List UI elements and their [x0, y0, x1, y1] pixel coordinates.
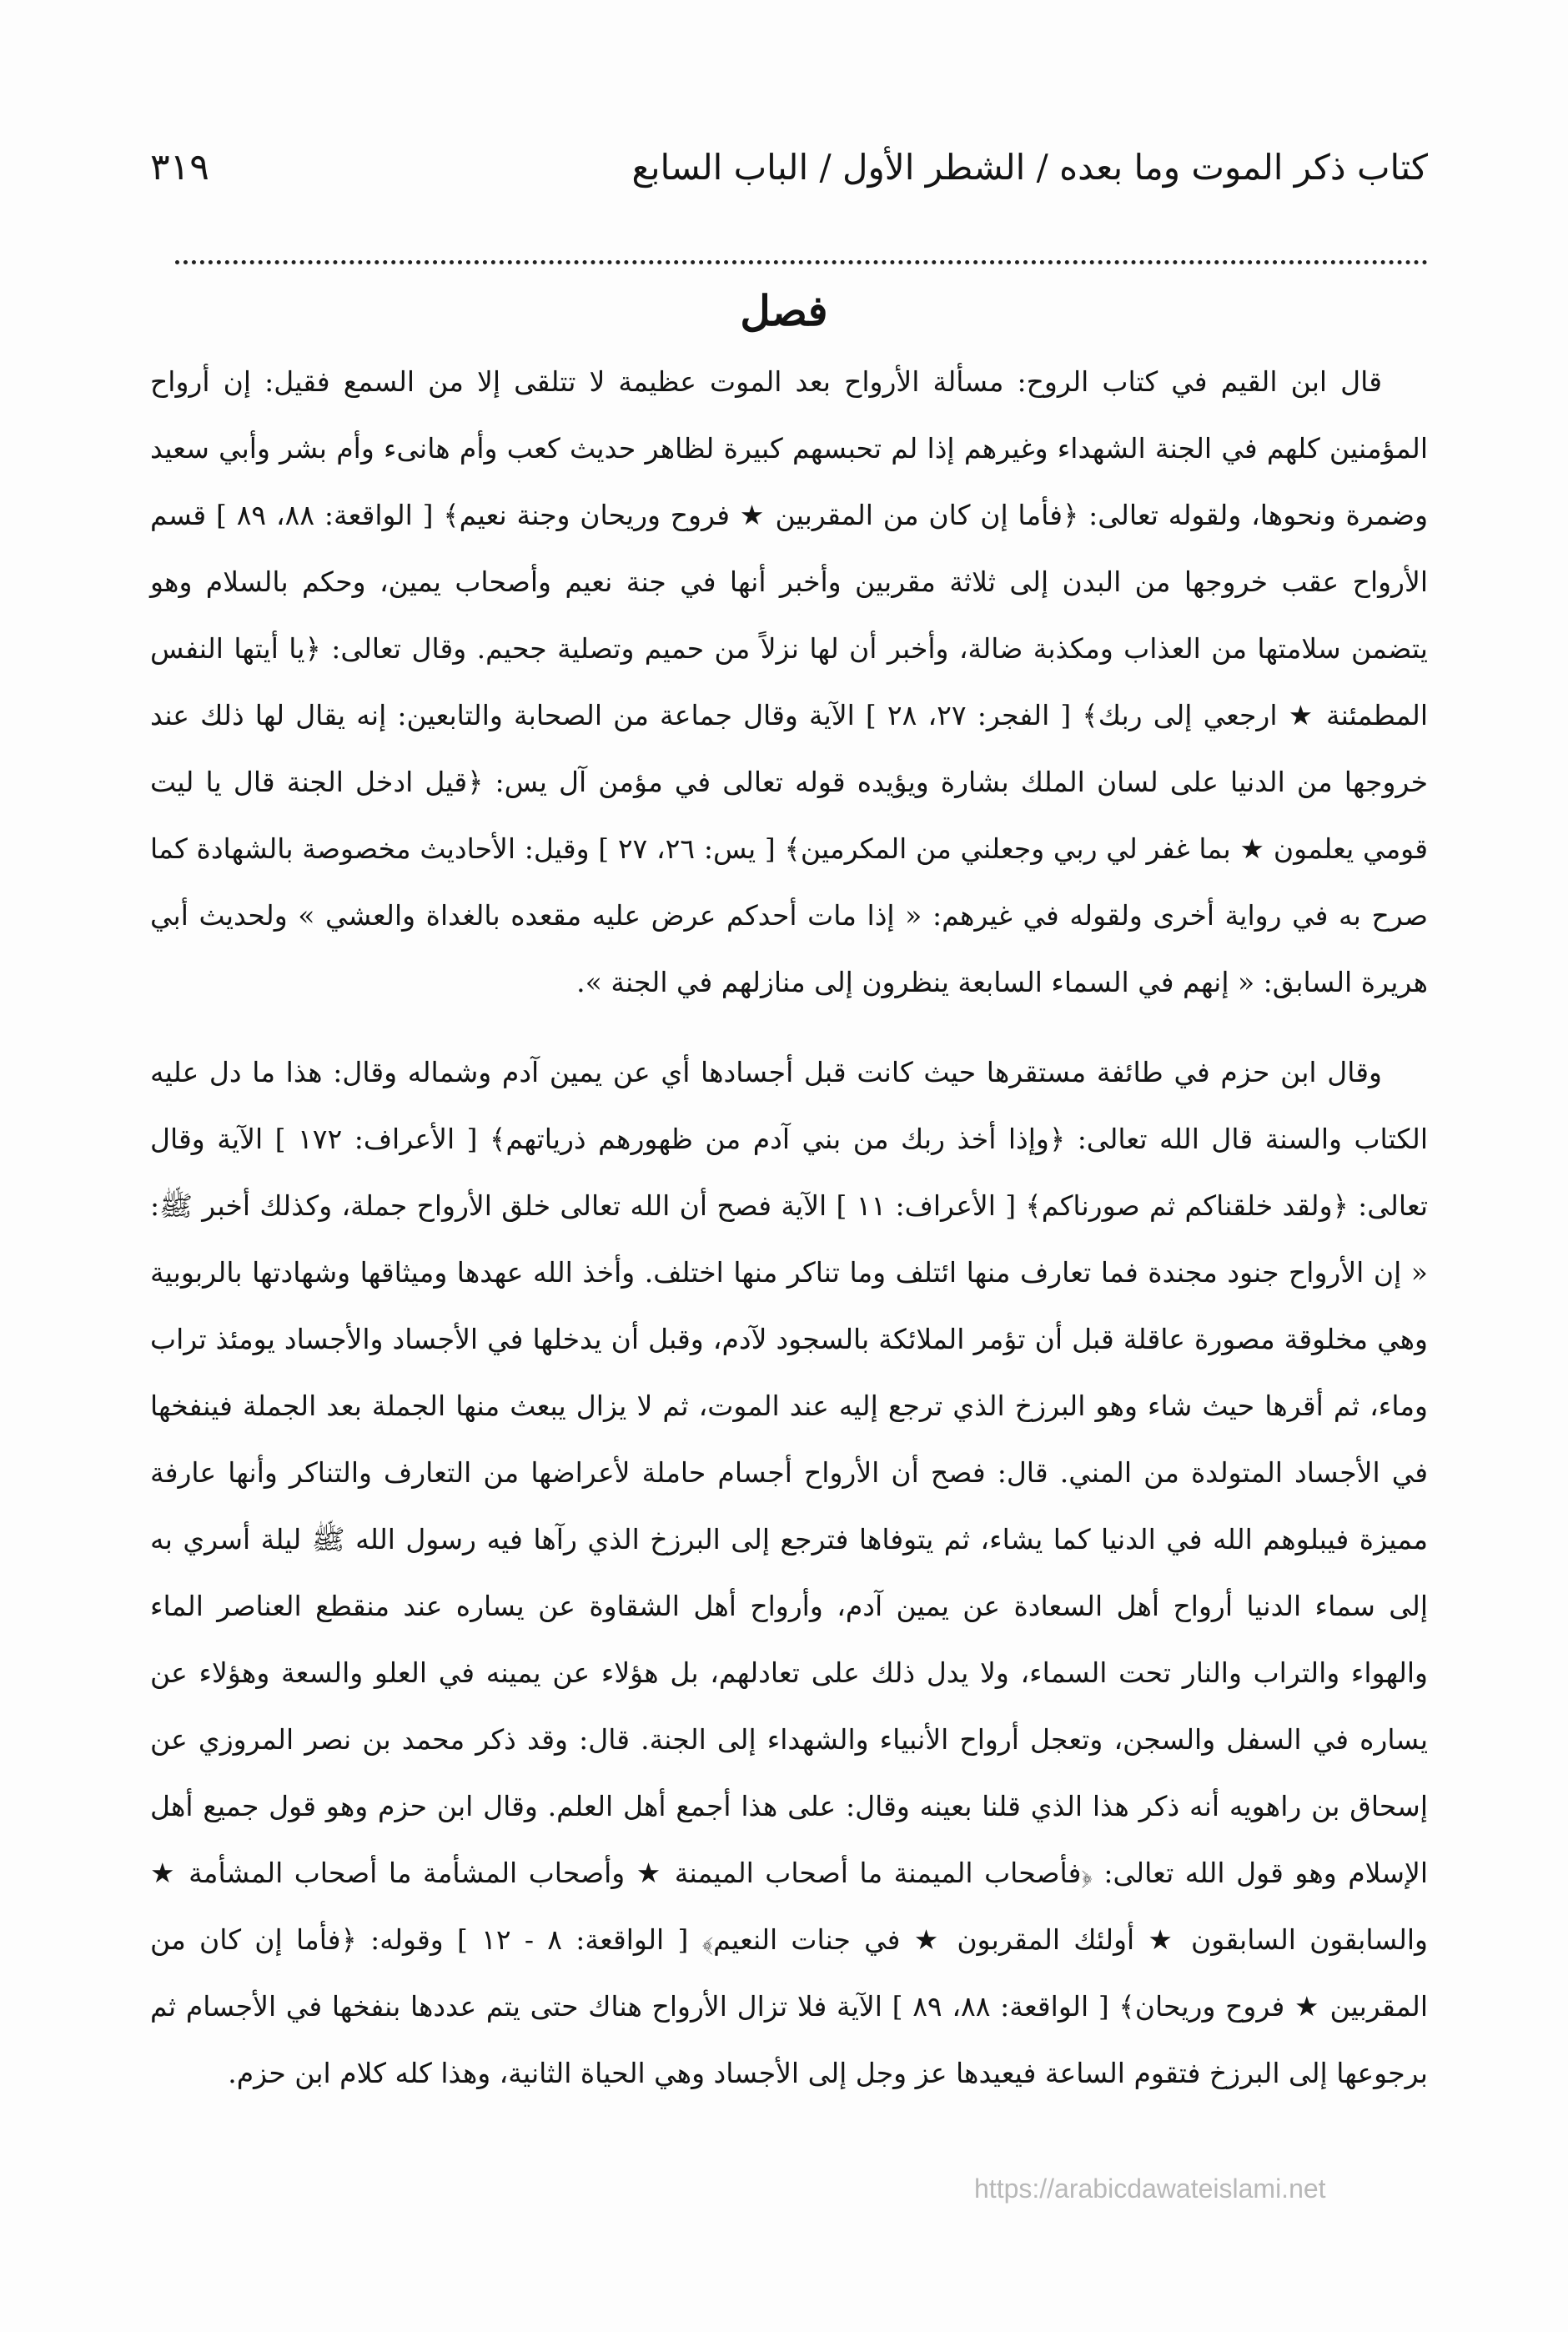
running-title: كتاب ذكر الموت وما بعده / الشطر الأول / الباب السابع	[631, 147, 1428, 188]
section-heading: فصل	[740, 286, 828, 335]
paragraph-ibn-hazm: وقال ابن حزم في طائفة مستقرها حيث كانت قبل أجسادها أي عن يمين آدم وشماله وقال: هذا ما دل عليه الكتاب والسنة قال الله تعالى: ﴿وإذا أخذ ربك من بني آدم من ظهورهم ذرياتهم﴾ [ الأعراف: ١٧٢ ] الآية وقال تعالى: ﴿ولقد خلقناكم ثم صورناكم﴾ [ الأعراف: ١١ ] الآية فصح أن الله تعالى خلق الأرواح جملة، وكذلك أخبر ﷺ: « إن الأرواح جنود مجندة فما تعارف منها ائتلف وما تناكر منها اختلف. وأخذ الله عهدها وميثاقها وشهادتها بالربوبية وهي مخلوقة مصورة عاقلة قبل أن تؤمر الملائكة بالسجود لآدم، وقبل أن يدخلها في الأجساد والأجساد يومئذ تراب وماء، ثم أقرها حيث شاء وهو البرزخ الذي ترجع إليه عند الموت، ثم لا يزال يبعث منها الجملة بعد الجملة فينفخها في الأجساد المتولدة من المني. قال: فصح أن الأرواح أجسام حاملة لأعراضها من التعارف والتناكر وأنها عارفة مميزة فيبلوهم الله في الدنيا كما يشاء، ثم يتوفاها فترجع إلى البرزخ الذي رآها فيه رسول الله ﷺ ليلة أسري به إلى سماء الدنيا أرواح أهل السعادة عن يمين آدم، وأرواح أهل الشقاوة عن يساره عند منقطع العناصر الماء والهواء والتراب والنار تحت السماء، ولا يدل ذلك على تعادلهم، بل هؤلاء عن يمينه في العلو والسعة وهؤلاء عن يساره في السفل والسجن، وتعجل أرواح الأنبياء والشهداء إلى الجنة. قال: وقد ذكر محمد بن نصر المروزي عن إسحاق بن راهويه أنه ذكر هذا الذي قلنا بعينه وقال: على هذا أجمع أهل العلم. وقال ابن حزم وهو قول جميع أهل الإسلام وهو قول الله تعالى: ﴿فأصحاب الميمنة ما أصحاب الميمنة ★ وأصحاب المشأمة ما أصحاب المشأمة ★ والسابقون السابقون ★ أولئك المقربون ★ في جنات النعيم﴾ [ الواقعة: ٨ - ١٢ ] وقوله: ﴿فأما إن كان من المقربين ★ فروح وريحان﴾ [ الواقعة: ٨٨، ٨٩ ] الآية فلا تزال الأرواح هناك حتى يتم عددها بنفخها في الأجسام ثم برجوعها إلى البرزخ فتقوم الساعة فيعيدها عز وجل إلى الأجساد وهي الحياة الثانية، وهذا كله كلام ابن حزم.	[150, 1056, 1429, 2089]
body-text	[150, 349, 1428, 2107]
site-watermark: https://arabicdawateislami.net	[974, 2174, 1326, 2204]
paragraph-ibn-al-qayyim: قال ابن القيم في كتاب الروح: مسألة الأرواح بعد الموت عظيمة لا تتلقى إلا من السمع فقيل: إن أرواح المؤمنين كلهم في الجنة الشهداء وغيرهم إذا لم تحبسهم كبيرة لظاهر حديث كعب وأم هانىء وأم بشر وأبي سعيد وضمرة ونحوها، ولقوله تعالى: ﴿فأما إن كان من المقربين ★ فروح وريحان وجنة نعيم﴾ [ الواقعة: ٨٨، ٨٩ ] قسم الأرواح عقب خروجها من البدن إلى ثلاثة مقربين وأخبر أنها في جنة نعيم وأصحاب يمين، وحكم بالسلام وهو يتضمن سلامتها من العذاب ومكذبة ضالة، وأخبر أن لها نزلاً من حميم وتصلية جحيم. وقال تعالى: ﴿يا أيتها النفس المطمئنة ★ ارجعي إلى ربك﴾ [ الفجر: ٢٧، ٢٨ ] الآية وقال جماعة من الصحابة والتابعين: إنه يقال لها ذلك عند خروجها من الدنيا على لسان الملك بشارة ويؤيده قوله تعالى في مؤمن آل يس: ﴿قيل ادخل الجنة قال يا ليت قومي يعلمون ★ بما غفر لي ربي وجعلني من المكرمين﴾ [ يس: ٢٦، ٢٧ ] وقيل: الأحاديث مخصوصة بالشهادة كما صرح به في رواية أخرى ولقوله في غيرهم: « إذا مات أحدكم عرض عليه مقعده بالغداة والعشي » ولحديث أبي هريرة السابق: « إنهم في السماء السابعة ينظرون إلى منازلهم في الجنة ».	[150, 365, 1429, 998]
page-number: ٣١٩	[150, 146, 209, 188]
running-header	[150, 140, 1428, 199]
header-divider	[175, 260, 1428, 264]
